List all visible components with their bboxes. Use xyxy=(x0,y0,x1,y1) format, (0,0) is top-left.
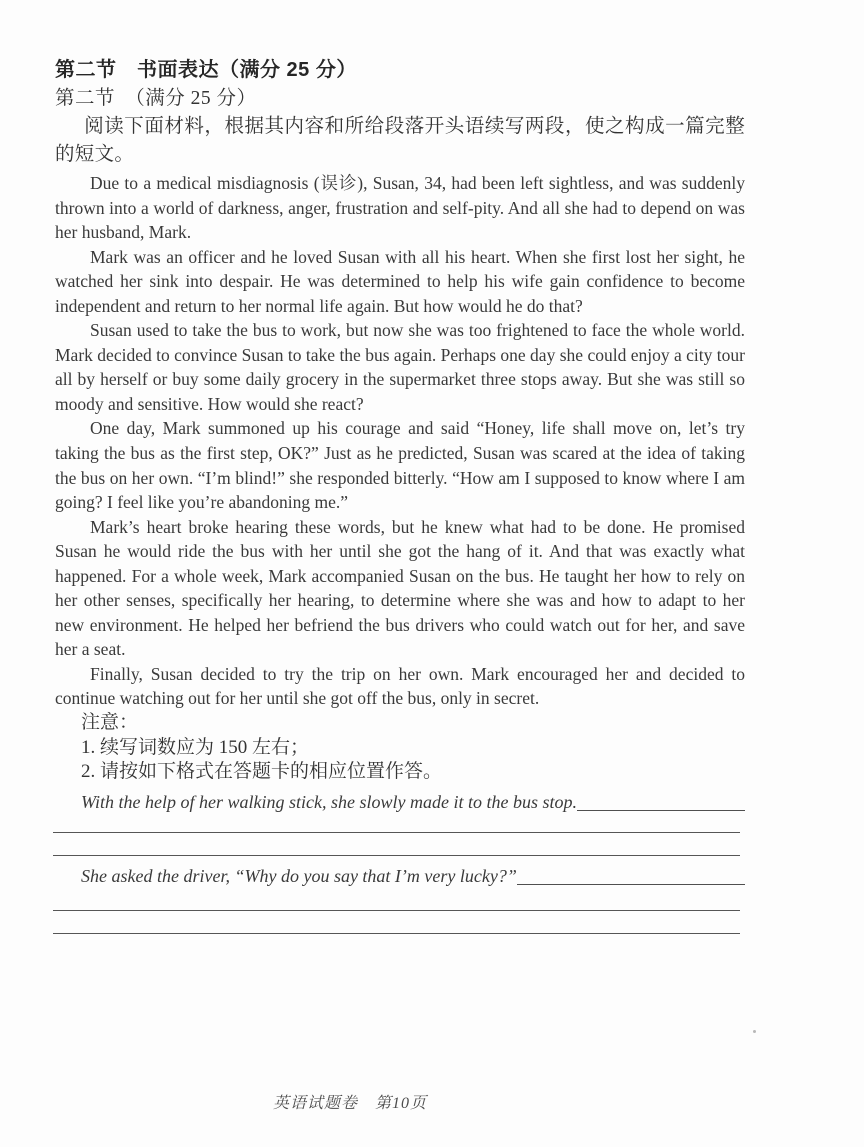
answer-line xyxy=(53,832,740,833)
answer-line xyxy=(53,910,740,911)
passage-paragraph-2: Mark was an officer and he loved Susan with all his heart. When she first lost her sight, he watched her sink into despair. He was determined to help his wife gain confidence to become independent and return to her normal life again. But how would he do that? xyxy=(55,246,745,316)
notes-label: 注意： xyxy=(81,712,139,734)
passage-paragraph-1: Due to a medical misdiagnosis (误诊), Susan, 34, had been left sightless, and was suddenly thrown into a world of darkness, anger, frustration and self-pity. And all she had to depend on was her husband, Mark. xyxy=(55,173,745,243)
scan-speck xyxy=(753,1030,756,1033)
continuation-prompt-1 xyxy=(55,790,745,815)
passage-paragraph-5: Mark’s heart broke hearing these words, but he knew what had to be done. He promised Susan he would ride the bus with her until she got the hang of it. And that was exactly what happened. For a whole week, Mark accompanied Susan on the bus. He taught her how to rely on her other senses, specifically her hearing, to determine where she was and how to adapt to her new environment. He helped her befriend the bus drivers who could watch out for her, and save her a seat. xyxy=(55,516,745,660)
prompt-2-text: She asked the driver, “Why do you say that I’m very lucky?” xyxy=(81,865,517,886)
passage-paragraph-3: Susan used to take the bus to work, but now she was too frightened to face the whole world. Mark decided to convince Susan to take the bus again. Perhaps one day she could enjoy a city tour all by herself or buy some daily grocery in the supermarket three stops away. But she was still so moody and sensitive. How would she react? xyxy=(55,320,745,414)
answer-line xyxy=(53,855,740,856)
passage-paragraph-4: One day, Mark summoned up his courage and said “Honey, life shall move on, let’s try taking the bus as the first step, OK?” Just as he predicted, Susan was scared at the idea of taking the bus on her own. “I’m blind!” she responded bitterly. “How am I supposed to know where I am going? I feel like you’re abandoning me.” xyxy=(55,418,745,513)
note-word-count: 1. 续写词数应为 150 左右； xyxy=(81,736,310,758)
answer-line xyxy=(53,933,740,934)
task-instruction: 阅读下面材料，根据其内容和所给段落开头语续写两段，使之构成一篇完整的短文。 xyxy=(55,116,745,165)
prompt-1-text: With the help of her walking stick, she slowly made it to the bus stop. xyxy=(81,791,577,812)
continuation-prompt-2 xyxy=(55,864,745,889)
section-heading: 第二节 书面表达（满分 25 分） xyxy=(55,59,357,81)
passage-paragraph-6: Finally, Susan decided to try the trip on her own. Mark encouraged her and decided to continue watching out for her until she got off the bus, only in secret. xyxy=(55,663,745,709)
answer-underline xyxy=(517,864,745,885)
page-content xyxy=(55,55,745,934)
page-footer: 英语试题卷 第10页 xyxy=(272,1095,427,1112)
section-subheading: 第二节 （满分 25 分） xyxy=(55,88,257,109)
note-answer-format: 2. 请按如下格式在答题卡的相应位置作答。 xyxy=(81,761,443,783)
answer-underline xyxy=(577,790,745,811)
